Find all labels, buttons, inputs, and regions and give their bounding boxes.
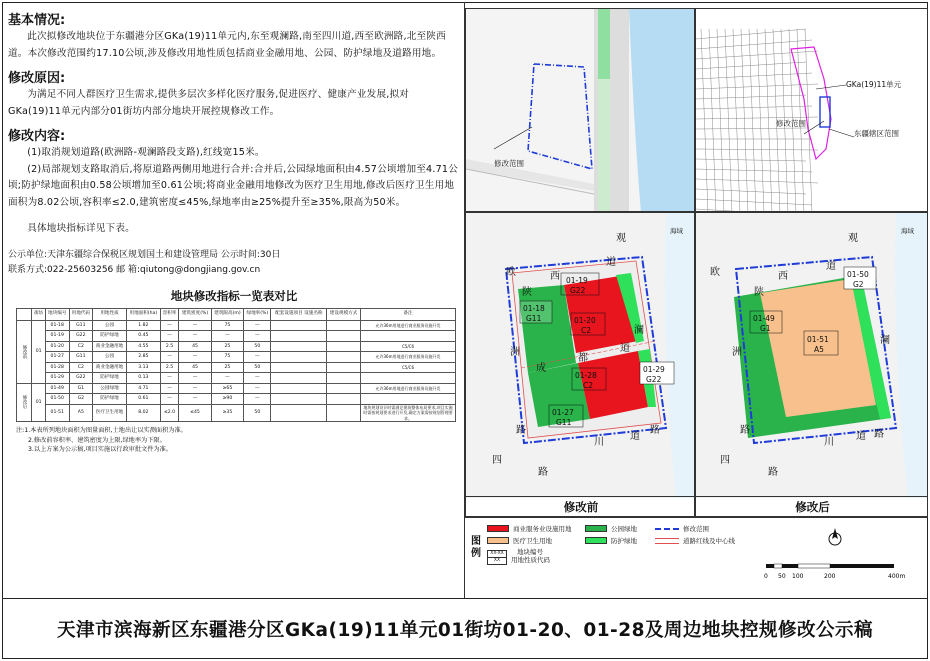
table-cell: — — [179, 320, 211, 331]
legend-code-box — [487, 550, 507, 565]
legend-road — [655, 536, 735, 545]
before-road-n3: 道 — [606, 257, 616, 268]
before-parcel-1-id: 01-19 — [566, 276, 588, 285]
table-row — [17, 404, 456, 422]
table-cell: 01-51 — [45, 404, 69, 422]
table-header-cell: 建筑密度(%) — [179, 308, 211, 320]
table-row — [17, 383, 456, 394]
after-road-e2: 澜 — [880, 335, 890, 346]
table-header-cell: 用地性质 — [93, 308, 127, 320]
table-cell: 2.5 — [160, 362, 179, 373]
after-road-s4: 路 — [768, 467, 778, 478]
before-road-n2: 西 — [550, 271, 560, 282]
legend-code-sample1: XX-XX — [488, 551, 506, 558]
table-cell: 01-28 — [45, 362, 69, 373]
legend-medical-label: 医疗卫生用地 — [513, 537, 552, 545]
table-cell — [271, 320, 327, 331]
before-road-e2: 澜 — [634, 325, 644, 336]
table-header-cell: 备注 — [361, 308, 456, 320]
table-cell — [327, 373, 361, 384]
table-cell: 2.85 — [126, 352, 160, 363]
table-cell: 8.02 — [126, 404, 160, 422]
legend-code-label1: 地块编号 — [517, 548, 543, 556]
table-header-row — [17, 308, 456, 320]
note-3: 3.以上方案为公示稿,项目实施以行政审批文件为准。 — [28, 446, 172, 453]
legend-scope — [655, 524, 709, 533]
location-map-right-svg — [696, 9, 928, 212]
table-cell: — — [244, 383, 271, 394]
table-cell: — — [179, 352, 211, 363]
table-cell: G22 — [69, 373, 93, 384]
table-header-cell: 地块编号 — [45, 308, 69, 320]
before-road-s2: 川 — [594, 437, 604, 448]
after-parcel-0-id: 01-50 — [847, 270, 869, 279]
note-1: 注:1.本表所列地块面积为图量面积,土地出让以实测面积为准。 — [16, 427, 187, 434]
table-cell: — — [179, 383, 211, 394]
basic-text: 此次拟修改地块位于东疆港分区GKa(19)11单元内,东至观澜路,南至四川道,西至欧洲路,北至陕西道。本次修改范围约17.10公顷,涉及修改用地性质包括商业金融用地、公园、防护绿地及道路用地。 — [8, 31, 446, 59]
scale-0: 0 — [764, 573, 768, 580]
table-cell — [271, 373, 327, 384]
table-block-cell: 01 — [32, 320, 45, 383]
after-sea-label: 海域 — [901, 227, 914, 235]
table-cell: — — [160, 373, 179, 384]
table-cell — [327, 320, 361, 331]
table-cell: 允许36m用地进行商业服务设施开发 — [361, 320, 456, 331]
before-road-w1: 欧 — [506, 267, 516, 278]
map-left-scope-label: 修改范围 — [494, 159, 524, 168]
table-cell: 医疗卫生用地 — [93, 404, 127, 422]
after-road-s1: 四 — [720, 455, 730, 466]
table-cell: 01-50 — [45, 394, 69, 405]
before-branch-2: 都 — [578, 353, 588, 364]
table-header-cell: 建筑限高(m) — [211, 308, 244, 320]
legend-code-labels — [511, 549, 550, 564]
note-2: 2.修改前容积率、建筑密度为上限,绿地率为下限。 — [28, 436, 166, 444]
legend-medical — [487, 536, 552, 545]
north-arrow-icon — [825, 526, 845, 548]
table-cell: 防护绿地 — [93, 373, 127, 384]
legend-title — [471, 536, 481, 560]
table-cell: — — [160, 394, 179, 405]
table-group-after: 修改后 — [17, 383, 32, 422]
legend-road-label: 道路红线及中心线 — [683, 537, 735, 545]
table-cell: C2 — [69, 341, 93, 352]
table-row — [17, 341, 456, 352]
table-row — [17, 331, 456, 342]
table-cell: — — [160, 331, 179, 342]
table-cell: — — [160, 352, 179, 363]
after-parcel-0-code: G2 — [853, 280, 864, 289]
after-caption-divider — [696, 496, 928, 497]
table-cell: 商业金融用地 — [93, 362, 127, 373]
table-header-cell: 容积率 — [160, 308, 179, 320]
before-parcel-0-code: G11 — [526, 314, 542, 323]
table-cell: 01-27 — [45, 352, 69, 363]
table-cell: G11 — [69, 320, 93, 331]
before-road-s3: 道 — [630, 431, 640, 442]
legend-commercial-swatch — [487, 525, 509, 532]
table-cell: 公园绿地 — [93, 383, 127, 394]
before-road-n1: 陕 — [522, 287, 532, 298]
table-cell: G22 — [69, 331, 93, 342]
after-road-w1: 欧 — [710, 267, 720, 278]
after-road-e3: 路 — [874, 429, 884, 440]
table-header-cell: 用地代码 — [69, 308, 93, 320]
after-parcel-2-id: 01-51 — [807, 335, 829, 344]
document-title: 天津市滨海新区东疆港分区GKa(19)11单元01街坊01-20、01-28及周边地块控规修改公示稿 — [2, 598, 928, 659]
table-cell: 25 — [211, 362, 244, 373]
table-cell: A5 — [69, 404, 93, 422]
after-road-w3: 路 — [740, 425, 750, 436]
table-block-cell: 01 — [32, 383, 45, 422]
map-right-unit-label: GKa(19)11单元 — [846, 80, 902, 89]
table-cell — [271, 404, 327, 422]
scale-100: 100 — [792, 573, 804, 580]
table-title: 地块修改指标一览表对比 — [170, 288, 298, 303]
map-right-scope-label: 修改范围 — [776, 119, 806, 128]
scale-bar — [760, 554, 925, 584]
legend-scope-label: 修改范围 — [683, 525, 709, 533]
before-sea-label: 海域 — [670, 227, 683, 235]
table-cell: 允许36m用地进行商业服务设施开发 — [361, 352, 456, 363]
before-road-s4: 路 — [538, 467, 548, 478]
plan-before-svg — [466, 213, 695, 498]
table-cell — [271, 362, 327, 373]
legend-park — [585, 524, 637, 533]
table-cell: 50 — [244, 341, 271, 352]
table-cell — [361, 373, 456, 384]
reason-text: 为满足不同人群医疗卫生需求,提供多层次多样化医疗服务,促进医疗、健康产业发展,拟对GKa(19)11单元内部分01街坊内部分地块开展控规修改工作。 — [8, 89, 410, 117]
table-cell: 75 — [211, 320, 244, 331]
indicator-table — [16, 308, 456, 423]
table-cell: 3.13 — [126, 362, 160, 373]
table-cell: 50 — [244, 362, 271, 373]
table-cell — [271, 383, 327, 394]
table-cell: 01-49 — [45, 383, 69, 394]
before-caption: 修改前 — [563, 500, 599, 514]
table-cell: 地块规划设计时需满足建筑整体布局要求,项目实施时需按规划要求进行开发,确定方案需按规划管理要求。 — [361, 404, 456, 422]
table-cell — [327, 341, 361, 352]
table-cell — [271, 352, 327, 363]
after-caption: 修改后 — [795, 500, 830, 514]
table-cell — [271, 394, 327, 405]
table-cell: 公园 — [93, 352, 127, 363]
scale-50: 50 — [778, 573, 786, 580]
table-cell: — — [160, 383, 179, 394]
table-header-cell — [17, 308, 32, 320]
table-cell: — — [244, 320, 271, 331]
content-item2: (2)局部规划支路取消后,将原道路两侧用地进行合并:合并后,公园绿地面积由4.57公顷增加至4.71公顷;防护绿地面积由0.58公顷增加至0.61公顷;将商业金融用地修改为医疗卫生用地,修改后医疗卫生用地面积为8.02公顷,容积率≤2.0,建筑密度≤45%,绿地率由≥25%提升至≥35%,限高为50米。 — [8, 163, 458, 208]
table-cell: — — [211, 373, 244, 384]
before-branch-3: 道 — [620, 343, 630, 354]
table-cell — [271, 341, 327, 352]
table-cell: C2 — [69, 362, 93, 373]
table-header-cell: 配套设施项目 设施名称 — [271, 308, 327, 320]
before-parcel-4-id: 01-29 — [643, 365, 665, 374]
location-map-right — [695, 8, 928, 212]
table-row — [17, 352, 456, 363]
before-parcel-4-code: G22 — [646, 375, 662, 384]
table-cell: C5/C6 — [361, 341, 456, 352]
after-road-n3: 道 — [826, 261, 836, 272]
legend-buffer — [585, 536, 637, 545]
before-parcel-2-code: C2 — [581, 326, 592, 335]
table-cell — [327, 352, 361, 363]
table-cell: G1 — [69, 383, 93, 394]
legend-code-label2: 用地性质代码 — [511, 555, 550, 564]
before-parcel-5-code: G11 — [556, 418, 572, 427]
basic-title: 基本情况: — [8, 13, 66, 28]
before-parcel-3-code: C2 — [583, 381, 594, 390]
table-cell — [327, 331, 361, 342]
table-cell: 25 — [211, 341, 244, 352]
table-cell: 商业金融用地 — [93, 341, 127, 352]
contact-line2: 联系方式:022-25603256 邮 箱:qiutong@dongjiang.gov.cn — [8, 264, 261, 275]
table-group-before: 修改前 — [17, 320, 32, 383]
table-cell: 50 — [244, 404, 271, 422]
table-cell: 01-20 — [45, 341, 69, 352]
legend-scope-line — [655, 528, 679, 530]
legend-code-sample2: XX — [493, 558, 501, 563]
plan-before-panel — [465, 212, 695, 517]
table-cell: C5/C6 — [361, 362, 456, 373]
before-parcel-0-id: 01-18 — [523, 304, 545, 313]
table-row — [17, 373, 456, 384]
legend-road-line — [655, 538, 679, 544]
plan-after-svg — [696, 213, 928, 498]
legend-title-2: 例 — [471, 548, 481, 559]
table-cell: 1.82 — [126, 320, 160, 331]
table-cell: 0.45 — [126, 331, 160, 342]
table-cell: — — [179, 394, 211, 405]
table-cell: ≥90 — [211, 394, 244, 405]
table-cell: 公园 — [93, 320, 127, 331]
table-cell: — — [244, 373, 271, 384]
scale-200: 200 — [824, 573, 836, 580]
before-parcel-5-id: 01-27 — [552, 408, 574, 417]
after-road-n2: 西 — [778, 271, 788, 282]
table-cell — [327, 362, 361, 373]
after-parcel-1-code: G1 — [760, 324, 771, 333]
legend-medical-swatch — [487, 537, 509, 544]
content-title: 修改内容: — [8, 129, 66, 144]
table-header-cell: 绿地率(%) — [244, 308, 271, 320]
map-right-district-label: 东疆辖区范围 — [854, 129, 899, 138]
table-cell — [361, 331, 456, 342]
location-map-left-svg — [466, 9, 695, 212]
after-parcel-1-id: 01-49 — [753, 314, 775, 323]
table-cell: — — [179, 373, 211, 384]
before-parcel-3-id: 01-28 — [575, 371, 597, 380]
legend-park-label: 公园绿地 — [611, 525, 637, 533]
table-header-cell: 用地面积(ha) — [126, 308, 160, 320]
table-cell: — — [244, 331, 271, 342]
content-detail: 具体地块指标详见下表。 — [27, 223, 135, 234]
table-cell: ≤45 — [179, 404, 211, 422]
table-cell: 75 — [211, 352, 244, 363]
table-cell: 01-19 — [45, 331, 69, 342]
table-cell: — — [244, 352, 271, 363]
after-road-s2: 川 — [824, 437, 834, 448]
after-road-n1: 陕 — [754, 287, 764, 298]
after-parcel-2-code: A5 — [814, 345, 824, 354]
scale-400: 400m — [888, 573, 906, 580]
left-column — [8, 8, 460, 588]
column-divider — [464, 2, 465, 598]
table-cell: G11 — [69, 352, 93, 363]
table-cell: 4.71 — [126, 383, 160, 394]
table-notes — [16, 426, 460, 455]
before-parcel-1-code: G22 — [570, 286, 586, 295]
table-cell: — — [160, 320, 179, 331]
table-cell: ≥35 — [211, 404, 244, 422]
table-cell — [327, 404, 361, 422]
table-cell: ≤2.0 — [160, 404, 179, 422]
after-road-s3: 道 — [856, 431, 866, 442]
legend-park-swatch — [585, 525, 607, 532]
table-cell: 防护绿地 — [93, 331, 127, 342]
before-caption-divider — [466, 496, 695, 497]
table-cell: 0.13 — [126, 373, 160, 384]
table-cell: 45 — [179, 362, 211, 373]
legend-commercial-label: 商业服务业设施用地 — [513, 525, 572, 533]
before-road-w2: 洲 — [510, 347, 520, 358]
legend-commercial — [487, 524, 572, 533]
table-row — [17, 320, 456, 331]
after-road-w2: 洲 — [732, 347, 742, 358]
table-cell: 防护绿地 — [93, 394, 127, 405]
table-cell — [327, 394, 361, 405]
before-parcel-2-id: 01-20 — [574, 316, 596, 325]
contact-line1: 公示单位:天津东疆综合保税区规划国土和建设管理局 公示时间:30日 — [8, 249, 281, 260]
before-road-e3: 路 — [650, 425, 660, 436]
table-cell — [361, 394, 456, 405]
table-cell — [271, 331, 327, 342]
after-road-e1: 观 — [848, 233, 858, 244]
table-cell: 01-18 — [45, 320, 69, 331]
before-road-e1: 观 — [616, 233, 626, 244]
table-row — [17, 394, 456, 405]
table-row — [17, 362, 456, 373]
table-cell: 2.5 — [160, 341, 179, 352]
plan-after-panel — [695, 212, 928, 517]
table-cell: 0.61 — [126, 394, 160, 405]
before-branch-1: 成 — [536, 363, 546, 374]
table-cell: — — [211, 331, 244, 342]
legend-title-1: 图 — [471, 536, 481, 547]
before-road-s1: 四 — [492, 455, 502, 466]
table-cell: 01-29 — [45, 373, 69, 384]
table-cell — [327, 383, 361, 394]
legend-buffer-label: 防护绿地 — [611, 537, 637, 545]
legend — [465, 517, 928, 598]
table-header-cell: 建设规模方式 — [327, 308, 361, 320]
before-road-w3: 路 — [516, 425, 526, 436]
table-cell: 45 — [179, 341, 211, 352]
table-cell: 4.55 — [126, 341, 160, 352]
table-cell: ≥65 — [211, 383, 244, 394]
table-cell: — — [179, 331, 211, 342]
legend-buffer-swatch — [585, 537, 607, 544]
table-cell: 允许36m用地进行商业服务设施开发 — [361, 383, 456, 394]
table-header-cell: 街坊 — [32, 308, 45, 320]
location-map-left — [465, 8, 695, 212]
table-cell: — — [244, 394, 271, 405]
content-item1: (1)取消规划道路(欧洲路-观澜路段支路),红线宽15米。 — [27, 147, 265, 158]
reason-title: 修改原因: — [8, 71, 66, 86]
table-cell: G2 — [69, 394, 93, 405]
